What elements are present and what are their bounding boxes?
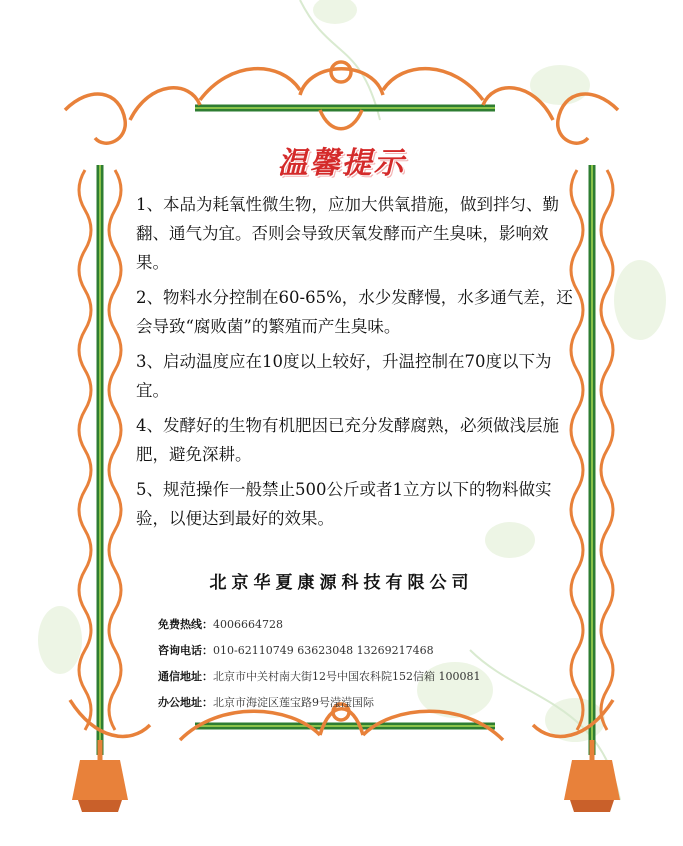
tips-list <box>136 190 576 539</box>
tip-2: 2、物料水分控制在60-65%，水少发酵慢，水多通气差，还会导致“腐败菌”的繁殖而产生臭味。 <box>136 288 573 336</box>
contact-hotline <box>158 612 578 638</box>
contact-label: 通信地址： <box>158 670 213 683</box>
tip-5: 5、规范操作一般禁止500公斤或者1立方以下的物料做实验，以便达到最好的效果。 <box>136 480 552 528</box>
contact-phone <box>158 638 578 664</box>
contact-mailing-address <box>158 664 578 690</box>
tip-3: 3、启动温度应在10度以上较好，升温控制在70度以下为宜。 <box>136 352 552 400</box>
tip-1: 1、本品为耗氧性微生物，应加大供氧措施，做到拌匀、勤翻、通气为宜。否则会导致厌氧发酵而产生臭味，影响效果。 <box>136 195 559 272</box>
frame-left-pedestal <box>72 740 128 812</box>
contact-value: 北京市中关村南大街12号中国农科院152信箱 100081 <box>213 670 481 683</box>
contact-label: 免费热线： <box>158 618 213 631</box>
contact-value: 北京市海淀区莲宝路9号滢滢国际 <box>213 696 374 709</box>
frame-right-pedestal <box>564 740 620 812</box>
contact-value: 010-62110749 63623048 13269217468 <box>213 644 434 657</box>
frame-corner-top-right <box>558 94 618 143</box>
contact-value: 4006664728 <box>213 618 283 631</box>
page-title: 温馨提示 <box>277 146 406 181</box>
company-name: 北京华夏康源科技有限公司 <box>209 573 474 593</box>
frame-top-crest <box>130 62 553 129</box>
contact-office-address <box>158 690 578 716</box>
frame-corner-top-left <box>65 94 125 143</box>
contact-label: 办公地址： <box>158 696 213 709</box>
contact-label: 咨询电话： <box>158 644 213 657</box>
tip-4: 4、发酵好的生物有机肥因已充分发酵腐熟，必须做浅层施肥，避免深耕。 <box>136 416 559 464</box>
contact-info <box>158 612 578 716</box>
